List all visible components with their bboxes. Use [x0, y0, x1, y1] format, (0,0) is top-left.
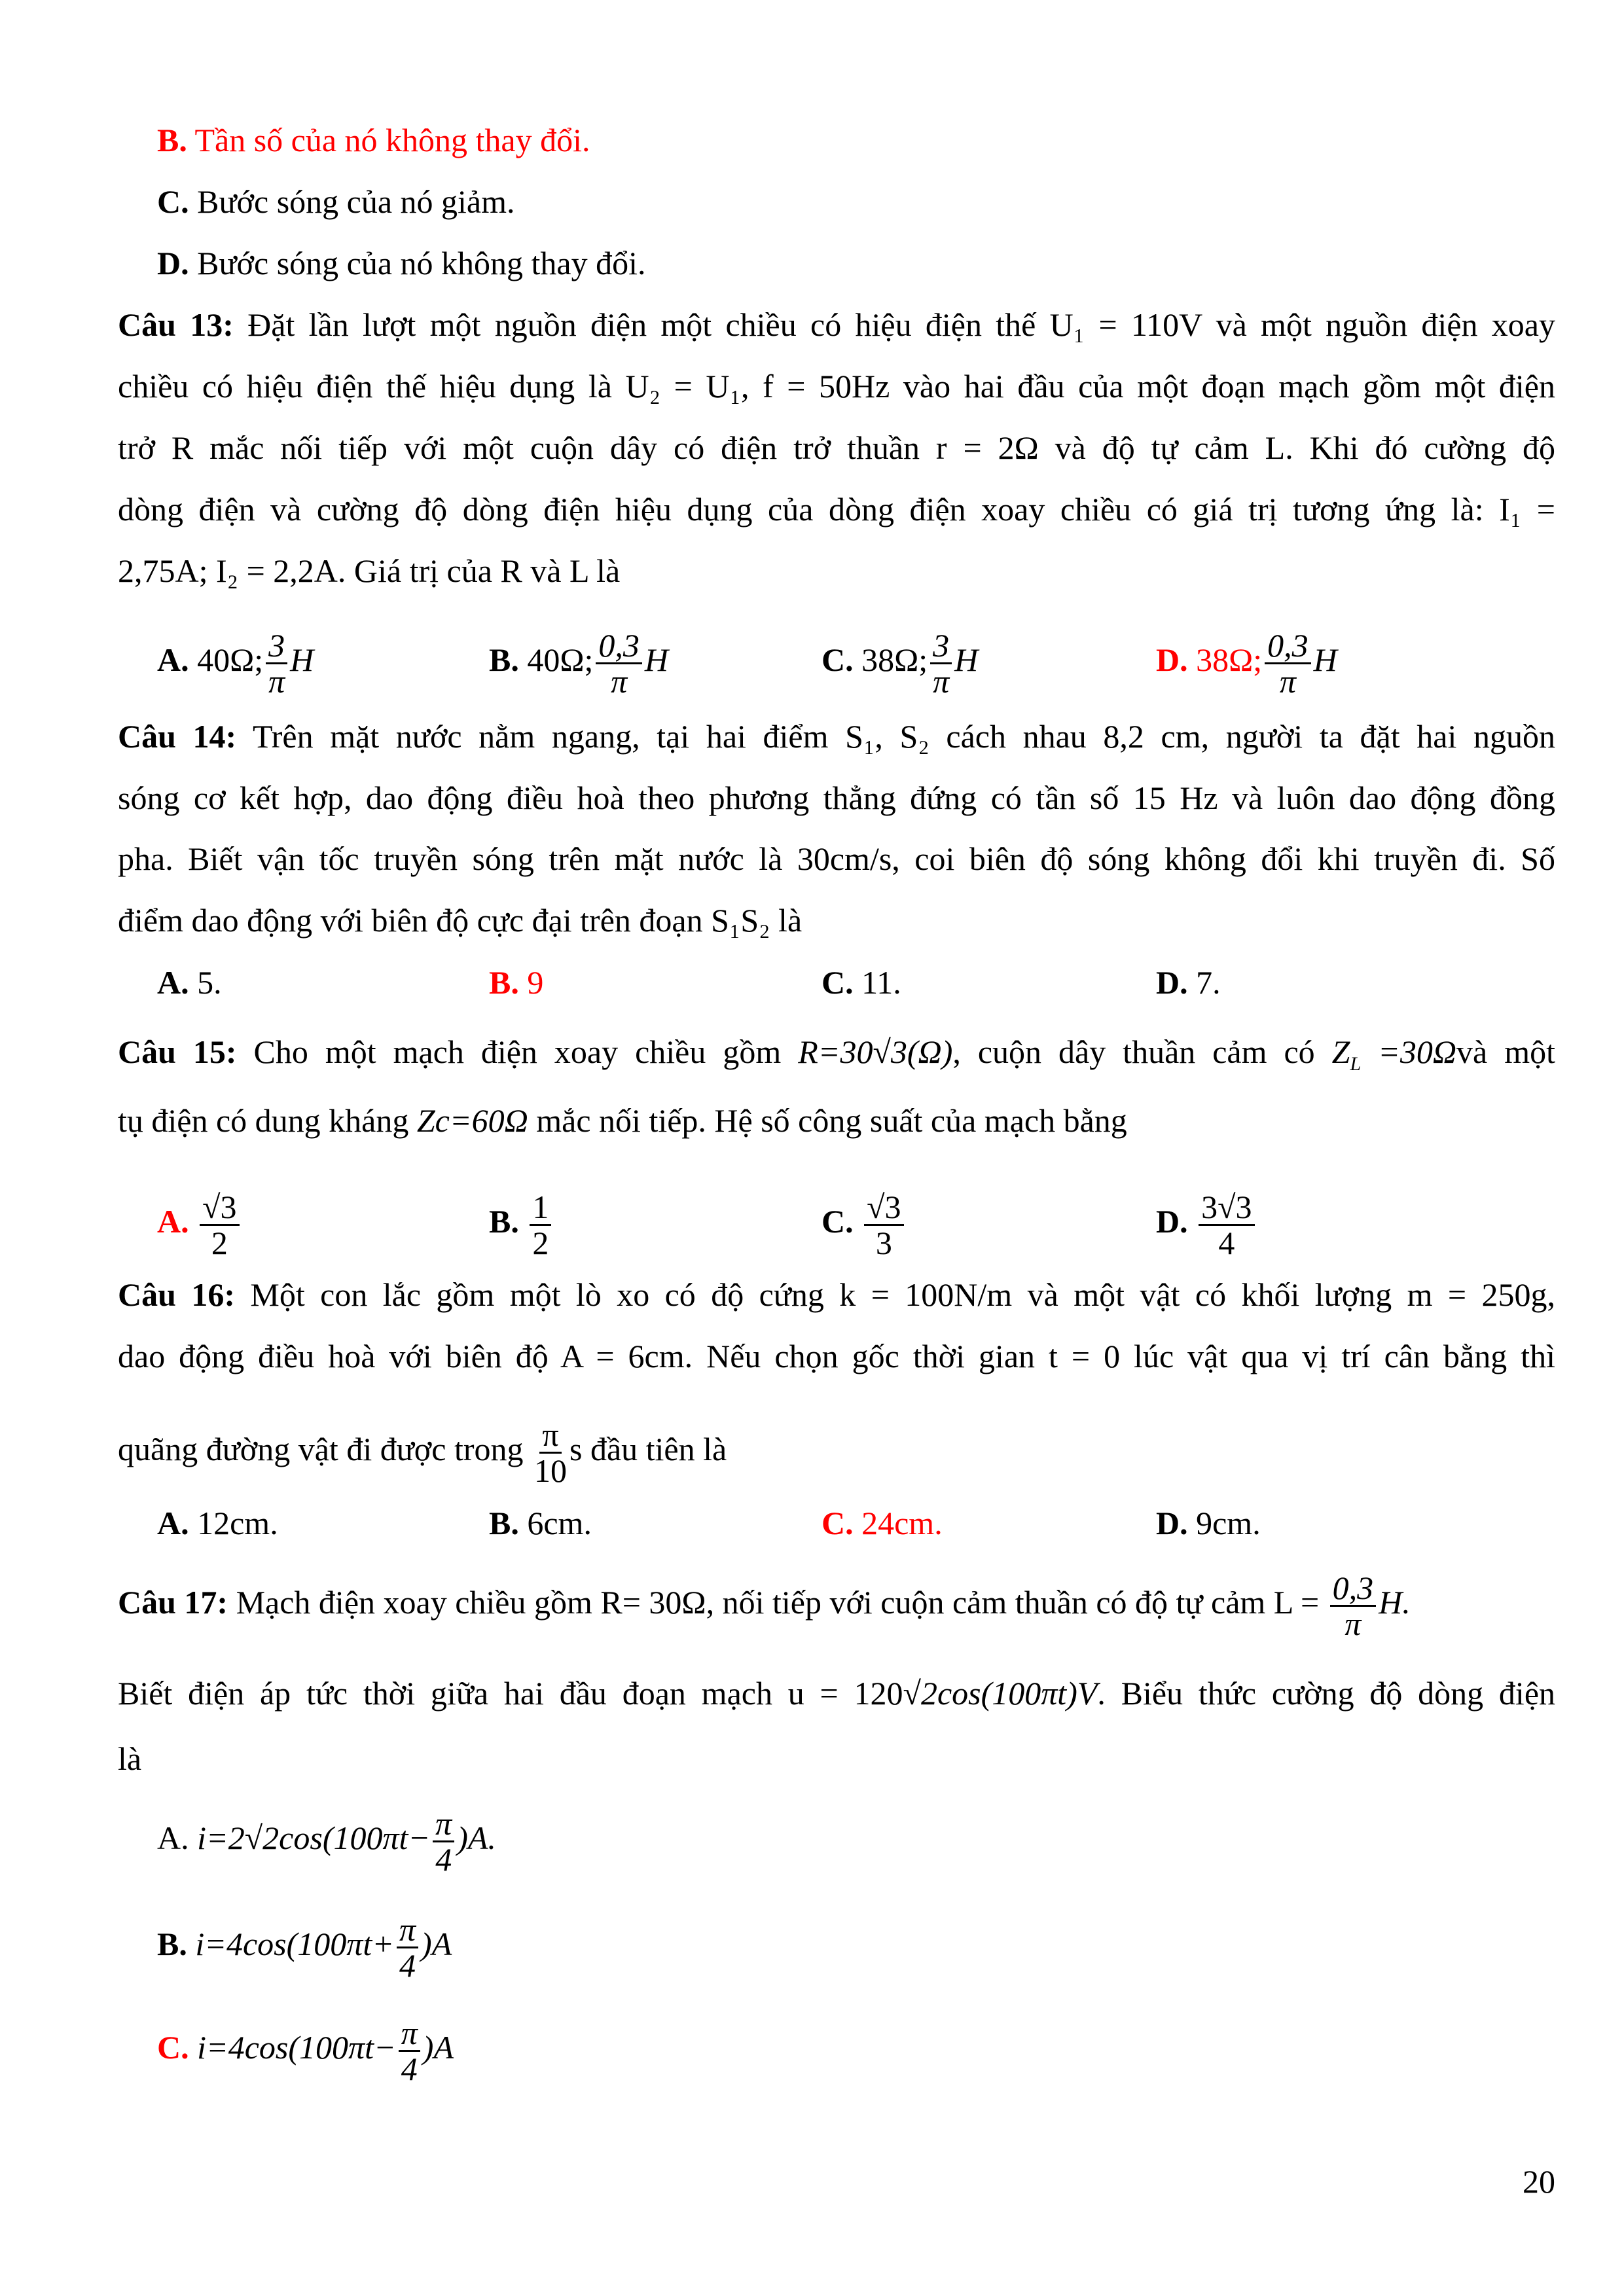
q16-option-c [821, 1503, 943, 1543]
q15-option-d [1156, 1190, 1257, 1260]
unit: H [954, 641, 979, 678]
q15-option-b [489, 1190, 554, 1260]
unit: H [644, 641, 669, 678]
q14-option-a [157, 963, 222, 1002]
numerator: π [433, 1806, 454, 1842]
text: Trên mặt nước nằm ngang, tại hai điểm S₁, S₂ cách nhau 8,2 cm, người ta đặt hai nguồn [252, 718, 1555, 755]
page-number: 20 [1523, 2163, 1555, 2200]
q14-option-d [1156, 963, 1221, 1002]
q17-option-b [157, 1912, 452, 1982]
numerator: 3 [930, 628, 952, 664]
denominator: 4 [1218, 1225, 1235, 1261]
q14-option-c [821, 963, 901, 1002]
text: 38Ω; [1187, 641, 1263, 678]
math [1331, 1033, 1457, 1075]
q13-line [118, 490, 1555, 529]
option-label: A. [157, 1819, 189, 1856]
math: √2cos(100πt)V [903, 1675, 1098, 1712]
q13-line [118, 551, 1555, 590]
option-label: B. [489, 1505, 519, 1541]
text: , cuộn dây thuần cảm có [952, 1033, 1332, 1070]
text: sóng cơ kết hợp, dao động điều hoà theo phương thẳng đứng có tần số 15 Hz và luôn dao động đồng [118, 780, 1555, 816]
q14-line [118, 839, 1555, 878]
fraction [864, 1190, 903, 1260]
denominator: 4 [399, 1947, 416, 1984]
option-label: C. [821, 1202, 854, 1240]
q17-option-a [157, 1806, 496, 1876]
fraction [399, 2016, 420, 2086]
fraction [1265, 628, 1311, 698]
option-label: B. [489, 641, 519, 678]
q16-option-d [1156, 1503, 1261, 1543]
option-label: D. [1156, 1505, 1188, 1541]
q16-option-a [157, 1503, 278, 1543]
math: )A [422, 2028, 454, 2066]
option-label: A. [157, 641, 189, 678]
math: i=4cos(100πt− [189, 2028, 396, 2066]
numerator: 0,3 [1330, 1571, 1377, 1607]
numerator: √3 [200, 1190, 239, 1226]
option-label: C. [157, 183, 189, 220]
numerator: 3 [266, 628, 287, 664]
text: quãng đường vật đi được trong [118, 1430, 532, 1467]
denominator: 4 [401, 2051, 418, 2087]
q16-line [118, 1275, 1555, 1314]
denominator: 4 [435, 1841, 452, 1878]
q14-line [118, 778, 1555, 817]
numerator: π [397, 1912, 418, 1948]
q14-option-b [489, 963, 543, 1002]
text: Một con lắc gồm một lò xo có độ cứng k = 100N/m và một vật có khối lượng m = 250g, [250, 1276, 1556, 1313]
fraction [433, 1806, 454, 1876]
math: R=30√3(Ω) [798, 1033, 953, 1070]
text: là [118, 1740, 142, 1777]
text: 2,75A; I₂ = 2,2A. Giá trị của R và L là [118, 552, 621, 589]
option-label: B. [489, 964, 519, 1001]
fraction [1199, 1190, 1254, 1260]
math: Zc=60Ω [416, 1102, 528, 1139]
option-text: Bước sóng của nó giảm. [189, 183, 515, 220]
question-label: Câu 14: [118, 718, 237, 755]
fraction [397, 1912, 418, 1982]
text: 24cm. [853, 1505, 943, 1541]
question-label: Câu 17: [118, 1583, 228, 1621]
text: s đầu tiên là [569, 1430, 727, 1467]
text: 9 [518, 964, 544, 1001]
option-label: C. [821, 964, 854, 1001]
text: chiều có hiệu điện thế hiệu dụng là U₂ = U₁, f = 50Hz vào hai đầu của một đoạn mạch gồm một điện [118, 368, 1555, 404]
q17-line [118, 1571, 1555, 1641]
text: 5. [189, 964, 222, 1001]
text: 11. [853, 964, 901, 1001]
text: Đặt lần lượt một nguồn điện một chiều có hiệu điện thế U₁ = 110V và một nguồn điện xoay [247, 306, 1555, 343]
text: . Biểu thức cường độ dòng điện [1097, 1675, 1556, 1712]
option-label: D. [157, 245, 189, 281]
q17-option-c [157, 2016, 454, 2086]
q16-line [118, 1336, 1555, 1376]
numerator: 3√3 [1199, 1190, 1254, 1226]
text: 7. [1187, 964, 1221, 1001]
text: Biết điện áp tức thời giữa hai đầu đoạn mạch u = 120 [118, 1675, 903, 1712]
option-text: Tần số của nó không thay đổi. [187, 122, 590, 158]
option-label: B. [157, 1925, 187, 1962]
q15-option-a [157, 1190, 242, 1260]
q15-line [118, 1101, 1555, 1140]
numerator: 0,3 [1265, 628, 1311, 664]
fraction [200, 1190, 239, 1260]
text: dòng điện và cường độ dòng điện hiệu dụng của dòng điện xoay chiều có giá trị tương ứng là: I₁ = [118, 491, 1555, 528]
denominator: π [268, 663, 285, 700]
option-label: C. [157, 2028, 189, 2066]
q13-line [118, 428, 1555, 467]
denominator: π [1279, 663, 1296, 700]
text: 9cm. [1187, 1505, 1261, 1541]
q12-option-c [157, 182, 515, 221]
math: i=2√2cos(100πt− [189, 1819, 431, 1856]
option-label: B. [489, 1202, 519, 1240]
denominator: 2 [211, 1225, 228, 1261]
text: tụ điện có dung kháng [118, 1102, 417, 1139]
fraction [266, 628, 287, 698]
text: Cho một mạch điện xoay chiều gồm [236, 1033, 799, 1070]
q13-line [118, 367, 1555, 406]
unit: H [1313, 641, 1337, 678]
denominator: π [933, 663, 950, 700]
text: 40Ω; [518, 641, 594, 678]
math-value: =30Ω [1361, 1033, 1457, 1070]
q15-option-c [821, 1190, 907, 1260]
denominator: 3 [875, 1225, 892, 1261]
numerator: 1 [530, 1190, 551, 1226]
option-label: D. [1156, 1202, 1188, 1240]
option-label: A. [157, 964, 189, 1001]
denominator: π [611, 663, 628, 700]
question-label: Câu 16: [118, 1276, 235, 1313]
denominator: 10 [533, 1452, 567, 1489]
math: )A [421, 1925, 452, 1962]
option-label: D. [1156, 964, 1188, 1001]
fraction [530, 1190, 551, 1260]
q13-option-b [489, 628, 668, 698]
fraction [930, 628, 952, 698]
q14-line [118, 717, 1555, 756]
text: 38Ω; [853, 641, 928, 678]
text: mắc nối tiếp. Hệ số công suất của mạch bằng [528, 1102, 1127, 1139]
text: pha. Biết vận tốc truyền sóng trên mặt nước là 30cm/s, coi biên độ sóng không đổi khi truyền đi. Số [118, 840, 1555, 877]
numerator: √3 [864, 1190, 903, 1226]
option-label: B. [157, 122, 187, 158]
text: Mạch điện xoay chiều gồm R= 30Ω, nối tiếp với cuộn cảm thuần có độ tự cảm L = [228, 1583, 1327, 1621]
q16-line [118, 1418, 1555, 1488]
q12-option-b [157, 120, 590, 160]
q13-option-d [1156, 628, 1337, 698]
text: và một [1456, 1033, 1555, 1070]
text: dao động điều hoà với biên độ A = 6cm. Nếu chọn gốc thời gian t = 0 lúc vật qua vị trí cân bằng thì [118, 1338, 1555, 1374]
q14-line [118, 901, 1555, 940]
text: 12cm. [189, 1505, 278, 1541]
question-label: Câu 15: [118, 1033, 237, 1070]
fraction [534, 1418, 567, 1488]
q13-option-c [821, 628, 978, 698]
q13-line [118, 305, 1555, 344]
numerator: π [399, 2016, 420, 2052]
q15-line [118, 1032, 1555, 1084]
question-label: Câu 13: [118, 306, 234, 343]
math: i=4cos(100πt+ [187, 1925, 394, 1962]
fraction [596, 628, 642, 698]
option-label: D. [1156, 641, 1188, 678]
option-text: Bước sóng của nó không thay đổi. [189, 245, 646, 281]
text: 6cm. [518, 1505, 592, 1541]
math-symbol: Z [1331, 1033, 1350, 1070]
option-label: C. [821, 1505, 854, 1541]
q12-option-d [157, 243, 646, 283]
denominator: π [1344, 1605, 1362, 1642]
text: trở R mắc nối tiếp với một cuộn dây có điện trở thuần r = 2Ω và độ tự cảm L. Khi đó cường độ [118, 429, 1555, 466]
text: điểm dao động với biên độ cực đại trên đoạn S₁S₂ là [118, 902, 803, 939]
text: 40Ω; [189, 641, 264, 678]
fraction [1330, 1571, 1377, 1641]
q13-option-a [157, 628, 314, 698]
math: )A. [457, 1819, 496, 1856]
option-label: C. [821, 641, 854, 678]
numerator: 0,3 [596, 628, 642, 664]
unit: H [290, 641, 314, 678]
q17-line [118, 1674, 1555, 1713]
math-subscript: L [1350, 1053, 1362, 1075]
q16-option-b [489, 1503, 592, 1543]
option-label: A. [157, 1202, 189, 1240]
numerator: π [539, 1418, 561, 1454]
unit: H. [1379, 1583, 1411, 1621]
q17-line [118, 1739, 1555, 1778]
denominator: 2 [532, 1225, 549, 1261]
option-label: A. [157, 1505, 189, 1541]
